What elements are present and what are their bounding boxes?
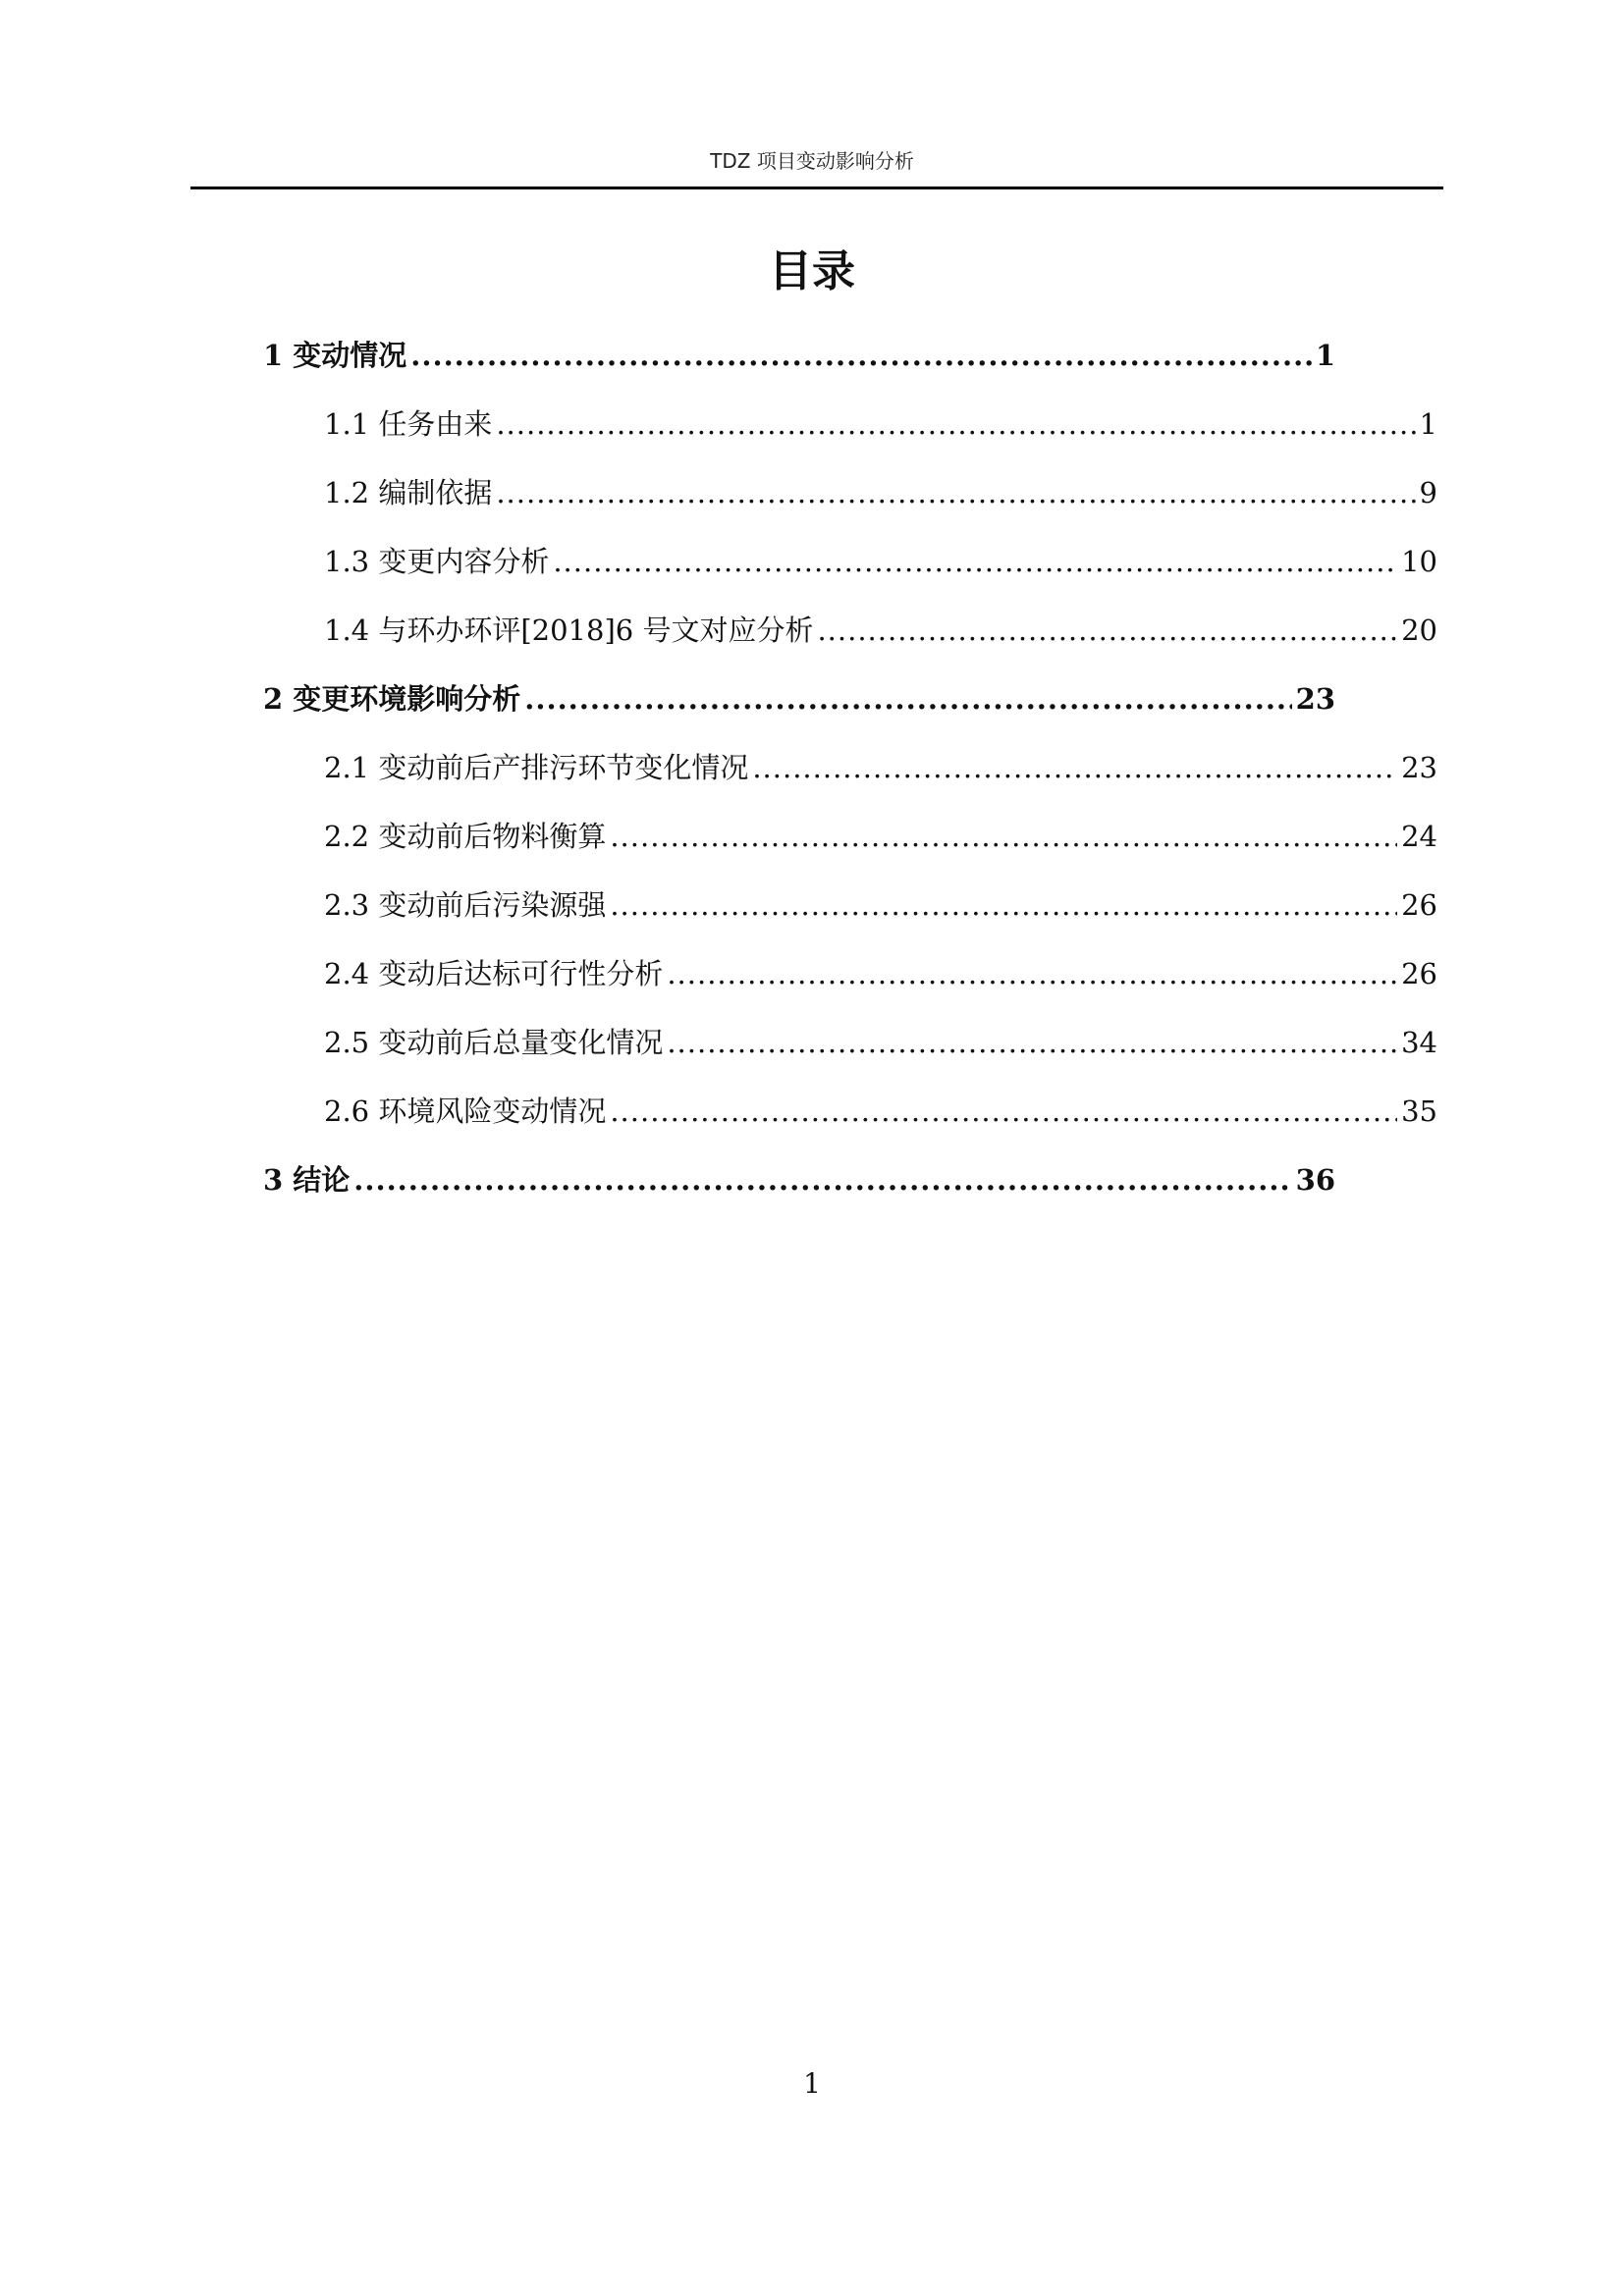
toc-dot-leader: [610, 820, 1397, 853]
toc-entry-1-4[interactable]: [324, 609, 1437, 649]
toc-dot-leader: [410, 339, 1312, 372]
toc-entry-text: 2.5 变动前后总量变化情况: [324, 1026, 664, 1059]
toc-entry-text: 2.3 变动前后污染源强: [324, 888, 607, 922]
toc-dot-leader: [610, 888, 1397, 922]
toc-dot-leader: [524, 682, 1291, 716]
header-rule: [190, 187, 1443, 189]
toc-dot-leader: [496, 476, 1415, 509]
toc-entry-2-6[interactable]: [324, 1090, 1437, 1130]
toc-entry-text: 1.2 编制依据: [324, 476, 493, 509]
toc-entry-text: 2.4 变动后达标可行性分析: [324, 957, 664, 990]
toc-entry-page: 1: [1419, 407, 1437, 441]
toc-dot-leader: [553, 545, 1397, 578]
toc-entry-text: 1.4 与环办环评[2018]6 号文对应分析: [324, 614, 814, 647]
toc-entry-text: 3 结论: [263, 1163, 351, 1197]
toc-entry-text: 1.1 任务由来: [324, 407, 493, 441]
toc-entry-1-2[interactable]: [324, 471, 1437, 511]
toc-dot-leader: [667, 1026, 1397, 1059]
toc-dot-leader: [496, 407, 1415, 441]
toc-entry-page: 10: [1401, 545, 1437, 578]
toc-entry-2-2[interactable]: [324, 815, 1437, 855]
toc-entry-page: 26: [1401, 888, 1437, 922]
toc-entry-text: 1 变动情况: [263, 339, 407, 372]
toc-entry-page: 9: [1419, 476, 1437, 509]
toc-dot-leader: [817, 614, 1397, 647]
toc-entry-page: 20: [1401, 614, 1437, 647]
toc-dot-leader: [353, 1163, 1291, 1197]
toc-entry-text: 2.1 变动前后产排污环节变化情况: [324, 751, 749, 784]
toc-entry-page: 23: [1401, 751, 1437, 784]
toc-entry-text: 2 变更环境影响分析: [263, 682, 521, 716]
toc-dot-leader: [752, 751, 1397, 784]
toc-entry-text: 2.6 环境风险变动情况: [324, 1095, 607, 1128]
toc-entry-1-1[interactable]: [324, 402, 1437, 443]
toc-entry-page: 23: [1295, 682, 1335, 716]
toc-entry-3[interactable]: [263, 1158, 1335, 1199]
page-number: 1: [803, 2067, 821, 2100]
page-header-title: TDZ 项目变动影响分析: [710, 149, 914, 173]
toc-entry-page: 35: [1401, 1095, 1437, 1128]
toc-entry-2-5[interactable]: [324, 1021, 1437, 1061]
toc-dot-leader: [610, 1095, 1397, 1128]
toc-entry-text: 1.3 变更内容分析: [324, 545, 550, 578]
toc-entry-1[interactable]: [263, 334, 1335, 374]
toc-entry-text: 2.2 变动前后物料衡算: [324, 820, 607, 853]
toc-entry-page: 36: [1295, 1163, 1335, 1197]
toc-entry-page: 1: [1315, 339, 1335, 372]
toc-entry-page: 24: [1401, 820, 1437, 853]
toc-entry-page: 26: [1401, 957, 1437, 990]
toc-entry-1-3[interactable]: [324, 540, 1437, 580]
toc-entry-2-3[interactable]: [324, 883, 1437, 924]
toc-entry-page: 34: [1401, 1026, 1437, 1059]
toc-entry-2-1[interactable]: [324, 746, 1437, 786]
toc-entry-2-4[interactable]: [324, 952, 1437, 992]
toc-title: 目录: [769, 246, 855, 296]
toc-dot-leader: [667, 957, 1397, 990]
toc-entry-2[interactable]: [263, 677, 1335, 718]
